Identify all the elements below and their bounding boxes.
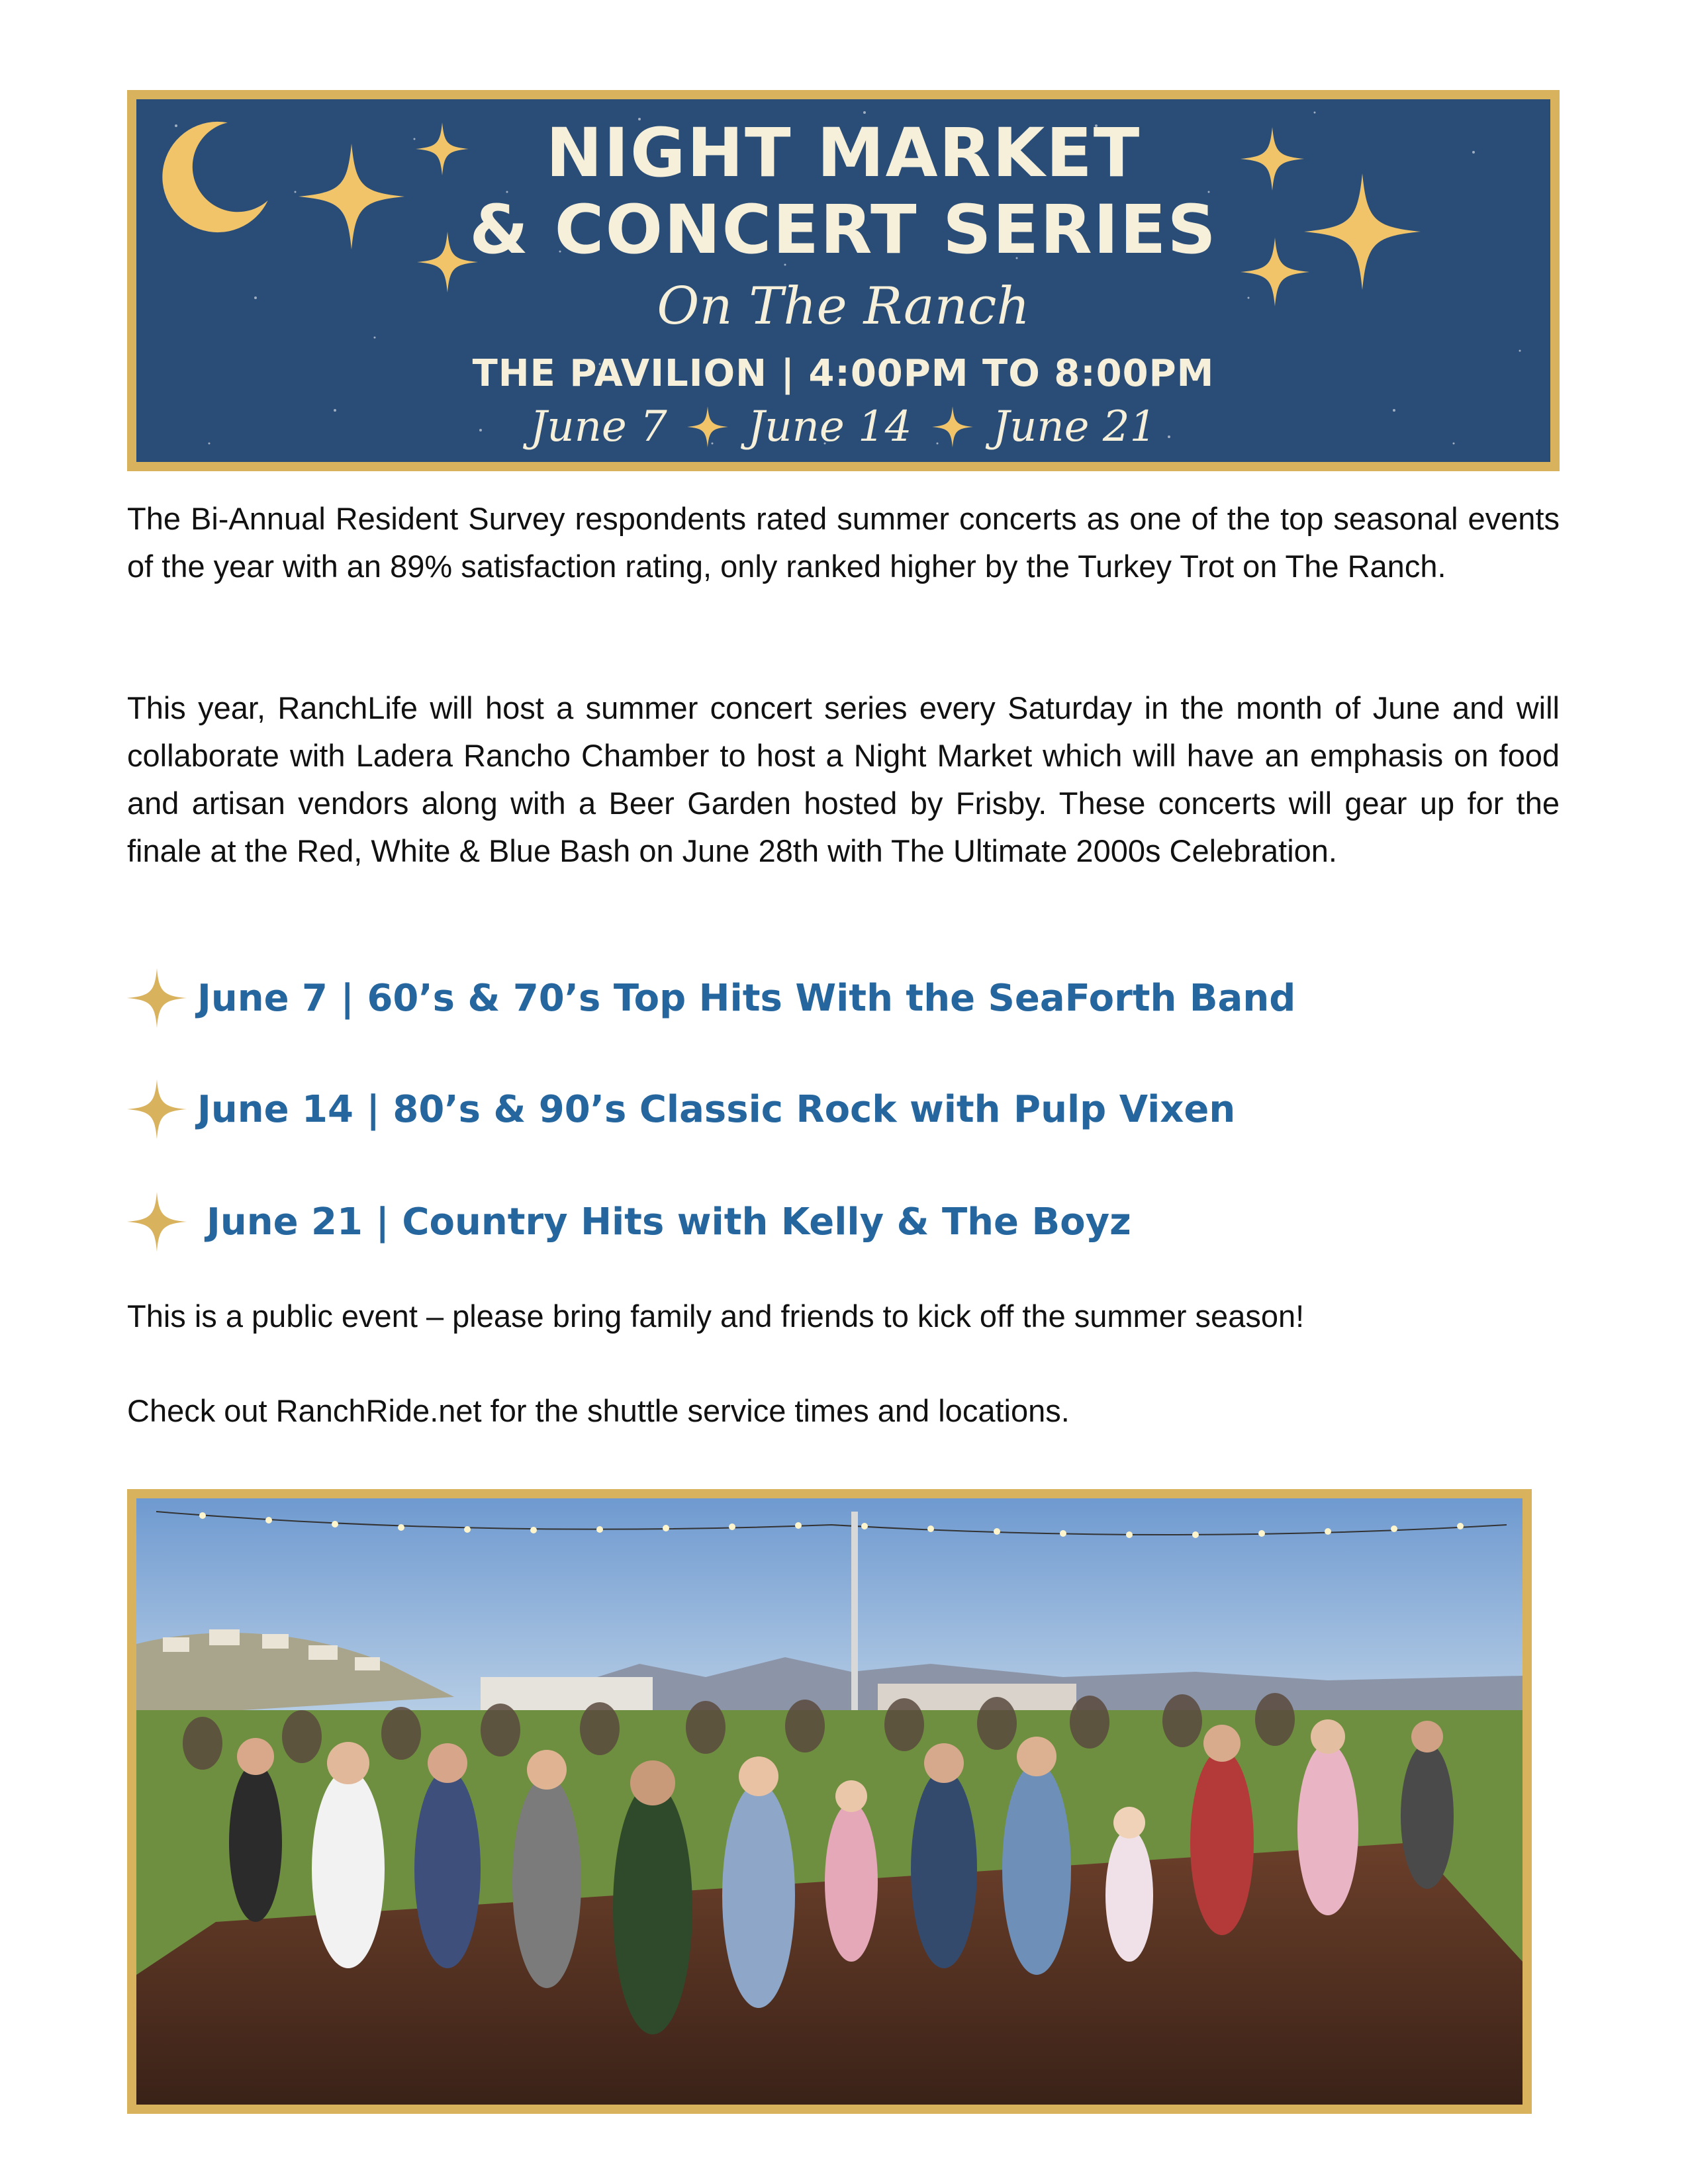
event-banner	[127, 90, 1560, 471]
public-event-note: This is a public event – please bring family and friends to kick off the summer season!	[127, 1298, 1305, 1334]
intro-paragraph: The Bi-Annual Resident Survey respondents rated summer concerts as one of the top seasonal events of the year with an 89% satisfaction rating, only ranked higher by the Turkey Trot on The Ranch.	[127, 501, 1560, 584]
concert-list-item	[124, 1189, 1131, 1255]
banner-date: June 21	[992, 402, 1157, 451]
banner-venue-time: THE PAVILION | 4:00PM TO 8:00PM	[472, 352, 1215, 395]
four-point-star-icon	[124, 1077, 189, 1142]
banner-dates	[136, 402, 1550, 451]
shuttle-note: Check out RanchRide.net for the shuttle service times and locations.	[127, 1393, 1070, 1428]
four-point-star-icon	[124, 1189, 189, 1254]
sparkle-star-icon	[687, 406, 728, 447]
concert-title: June 21 | Country Hits with Kelly & The Boyz	[207, 1200, 1131, 1244]
details-paragraph: This year, RanchLife will host a summer concert series every Saturday in the month of June and will collaborate with Ladera Rancho Chamber to host a Night Market which will have an emphasis on food and artisan vendors along with a Beer Garden hosted by Frisby. These concerts will gear up for the finale at the Red, White & Blue Bash on June 28th with The Ultimate 2000s Celebration.	[127, 690, 1560, 868]
concert-list-item	[124, 1076, 1235, 1142]
banner-title-line1: NIGHT MARKET	[545, 114, 1141, 193]
banner-date: June 7	[530, 402, 667, 451]
banner-subtitle: On The Ranch	[657, 277, 1030, 336]
concert-title: June 14 | 80’s & 90’s Classic Rock with Pulp Vixen	[197, 1087, 1236, 1131]
concert-list-item	[124, 965, 1295, 1031]
sparkle-star-icon	[932, 406, 973, 447]
banner-date: June 14	[747, 402, 912, 451]
banner-title-line2: & CONCERT SERIES	[469, 191, 1217, 269]
four-point-star-icon	[124, 966, 189, 1030]
concert-title: June 7 | 60’s & 70’s Top Hits With the SeaForth Band	[197, 976, 1296, 1020]
crowd-dancing-image	[136, 1498, 1523, 2105]
concert-crowd-photo	[127, 1489, 1532, 2114]
